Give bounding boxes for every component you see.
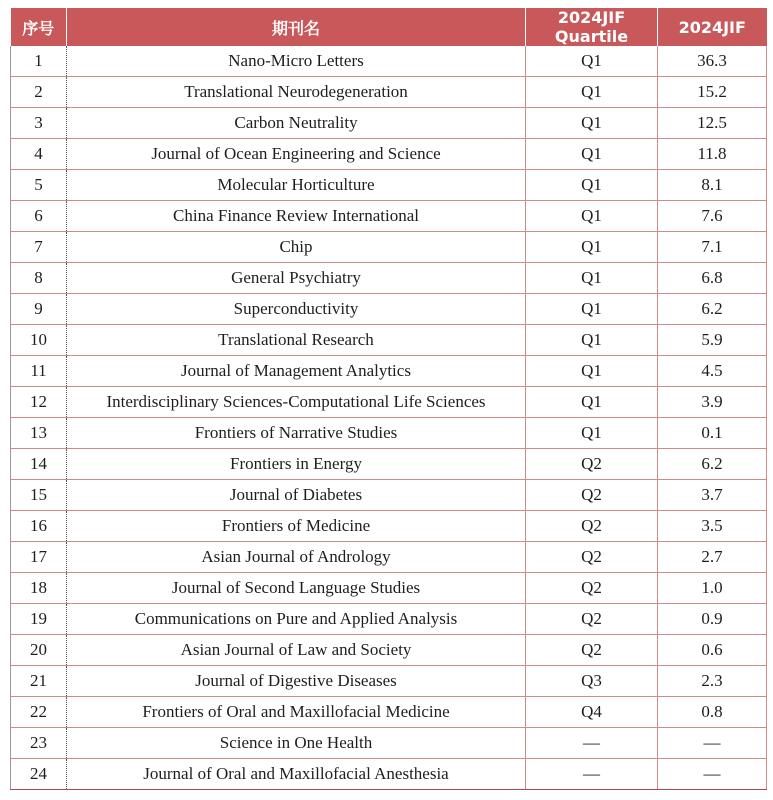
- cell-jif: 0.9: [658, 604, 767, 635]
- cell-quartile: Q1: [526, 356, 658, 387]
- cell-journal-name: Frontiers of Narrative Studies: [67, 418, 526, 449]
- cell-journal-name: Journal of Diabetes: [67, 480, 526, 511]
- cell-jif: 6.8: [658, 263, 767, 294]
- cell-jif: 12.5: [658, 108, 767, 139]
- cell-quartile: Q2: [526, 511, 658, 542]
- cell-no: 8: [11, 263, 67, 294]
- table-row: [11, 77, 767, 108]
- cell-jif: 2.3: [658, 666, 767, 697]
- cell-jif: 3.9: [658, 387, 767, 418]
- cell-no: 13: [11, 418, 67, 449]
- cell-jif: 0.6: [658, 635, 767, 666]
- cell-journal-name: Molecular Horticulture: [67, 170, 526, 201]
- table-row: [11, 542, 767, 573]
- cell-jif: 7.6: [658, 201, 767, 232]
- cell-no: 1: [11, 46, 67, 77]
- cell-no: 20: [11, 635, 67, 666]
- cell-no: 18: [11, 573, 67, 604]
- cell-journal-name: Asian Journal of Andrology: [67, 542, 526, 573]
- table-row: [11, 604, 767, 635]
- table-header: [11, 8, 767, 46]
- cell-quartile: —: [526, 728, 658, 759]
- table-row: [11, 728, 767, 759]
- header-journal-name: 期刊名: [67, 8, 526, 46]
- cell-no: 12: [11, 387, 67, 418]
- table-row: [11, 201, 767, 232]
- cell-quartile: Q1: [526, 325, 658, 356]
- cell-quartile: Q1: [526, 418, 658, 449]
- cell-quartile: Q1: [526, 387, 658, 418]
- cell-no: 21: [11, 666, 67, 697]
- cell-no: 3: [11, 108, 67, 139]
- table-row: [11, 697, 767, 728]
- cell-journal-name: Translational Research: [67, 325, 526, 356]
- table-row: [11, 170, 767, 201]
- cell-jif: —: [658, 759, 767, 790]
- cell-quartile: Q2: [526, 542, 658, 573]
- cell-journal-name: Journal of Second Language Studies: [67, 573, 526, 604]
- cell-jif: 3.7: [658, 480, 767, 511]
- cell-quartile: Q1: [526, 77, 658, 108]
- cell-jif: 11.8: [658, 139, 767, 170]
- cell-quartile: Q4: [526, 697, 658, 728]
- header-no: 序号: [11, 8, 67, 46]
- cell-journal-name: Frontiers of Oral and Maxillofacial Medicine: [67, 697, 526, 728]
- table-row: [11, 387, 767, 418]
- cell-jif: 0.1: [658, 418, 767, 449]
- table-row: [11, 573, 767, 604]
- cell-no: 4: [11, 139, 67, 170]
- table-row: [11, 263, 767, 294]
- cell-no: 17: [11, 542, 67, 573]
- header-row: [11, 8, 767, 46]
- cell-journal-name: Frontiers in Energy: [67, 449, 526, 480]
- table-row: [11, 449, 767, 480]
- cell-quartile: Q2: [526, 635, 658, 666]
- cell-no: 14: [11, 449, 67, 480]
- table-body: [11, 46, 767, 790]
- cell-jif: 36.3: [658, 46, 767, 77]
- cell-no: 6: [11, 201, 67, 232]
- cell-quartile: Q2: [526, 480, 658, 511]
- cell-jif: 4.5: [658, 356, 767, 387]
- cell-quartile: Q2: [526, 604, 658, 635]
- cell-journal-name: Chip: [67, 232, 526, 263]
- cell-no: 24: [11, 759, 67, 790]
- cell-quartile: Q3: [526, 666, 658, 697]
- cell-jif: 3.5: [658, 511, 767, 542]
- cell-journal-name: Asian Journal of Law and Society: [67, 635, 526, 666]
- cell-quartile: Q1: [526, 46, 658, 77]
- cell-quartile: Q2: [526, 573, 658, 604]
- table-row: [11, 666, 767, 697]
- table-row: [11, 759, 767, 790]
- cell-quartile: Q1: [526, 232, 658, 263]
- cell-no: 10: [11, 325, 67, 356]
- cell-jif: 8.1: [658, 170, 767, 201]
- table-row: [11, 418, 767, 449]
- cell-journal-name: Science in One Health: [67, 728, 526, 759]
- cell-no: 9: [11, 294, 67, 325]
- cell-jif: 1.0: [658, 573, 767, 604]
- cell-jif: 6.2: [658, 449, 767, 480]
- cell-quartile: —: [526, 759, 658, 790]
- cell-no: 15: [11, 480, 67, 511]
- table-row: [11, 46, 767, 77]
- cell-journal-name: Interdisciplinary Sciences-Computational Life Sciences: [67, 387, 526, 418]
- table-row: [11, 356, 767, 387]
- cell-journal-name: Translational Neurodegeneration: [67, 77, 526, 108]
- table-row: [11, 294, 767, 325]
- cell-no: 23: [11, 728, 67, 759]
- cell-journal-name: Carbon Neutrality: [67, 108, 526, 139]
- cell-journal-name: Journal of Digestive Diseases: [67, 666, 526, 697]
- cell-jif: 7.1: [658, 232, 767, 263]
- cell-jif: —: [658, 728, 767, 759]
- cell-no: 5: [11, 170, 67, 201]
- cell-jif: 6.2: [658, 294, 767, 325]
- cell-quartile: Q1: [526, 294, 658, 325]
- table-row: [11, 108, 767, 139]
- table-row: [11, 232, 767, 263]
- cell-journal-name: General Psychiatry: [67, 263, 526, 294]
- cell-journal-name: Journal of Ocean Engineering and Science: [67, 139, 526, 170]
- cell-no: 22: [11, 697, 67, 728]
- cell-jif: 15.2: [658, 77, 767, 108]
- table-row: [11, 325, 767, 356]
- cell-no: 19: [11, 604, 67, 635]
- cell-quartile: Q1: [526, 139, 658, 170]
- cell-no: 2: [11, 77, 67, 108]
- journal-table-container: [10, 8, 766, 790]
- cell-no: 11: [11, 356, 67, 387]
- cell-quartile: Q2: [526, 449, 658, 480]
- cell-jif: 0.8: [658, 697, 767, 728]
- cell-jif: 2.7: [658, 542, 767, 573]
- cell-no: 7: [11, 232, 67, 263]
- table-row: [11, 511, 767, 542]
- cell-jif: 5.9: [658, 325, 767, 356]
- cell-quartile: Q1: [526, 170, 658, 201]
- cell-journal-name: Journal of Management Analytics: [67, 356, 526, 387]
- cell-journal-name: Communications on Pure and Applied Analysis: [67, 604, 526, 635]
- cell-journal-name: Frontiers of Medicine: [67, 511, 526, 542]
- cell-quartile: Q1: [526, 201, 658, 232]
- table-row: [11, 635, 767, 666]
- cell-journal-name: Journal of Oral and Maxillofacial Anesthesia: [67, 759, 526, 790]
- header-quartile: 2024JIF Quartile: [526, 8, 658, 46]
- journal-table: [10, 8, 767, 790]
- cell-no: 16: [11, 511, 67, 542]
- cell-journal-name: Superconductivity: [67, 294, 526, 325]
- table-row: [11, 480, 767, 511]
- cell-journal-name: China Finance Review International: [67, 201, 526, 232]
- cell-journal-name: Nano-Micro Letters: [67, 46, 526, 77]
- cell-quartile: Q1: [526, 108, 658, 139]
- table-row: [11, 139, 767, 170]
- header-jif: 2024JIF: [658, 8, 767, 46]
- cell-quartile: Q1: [526, 263, 658, 294]
